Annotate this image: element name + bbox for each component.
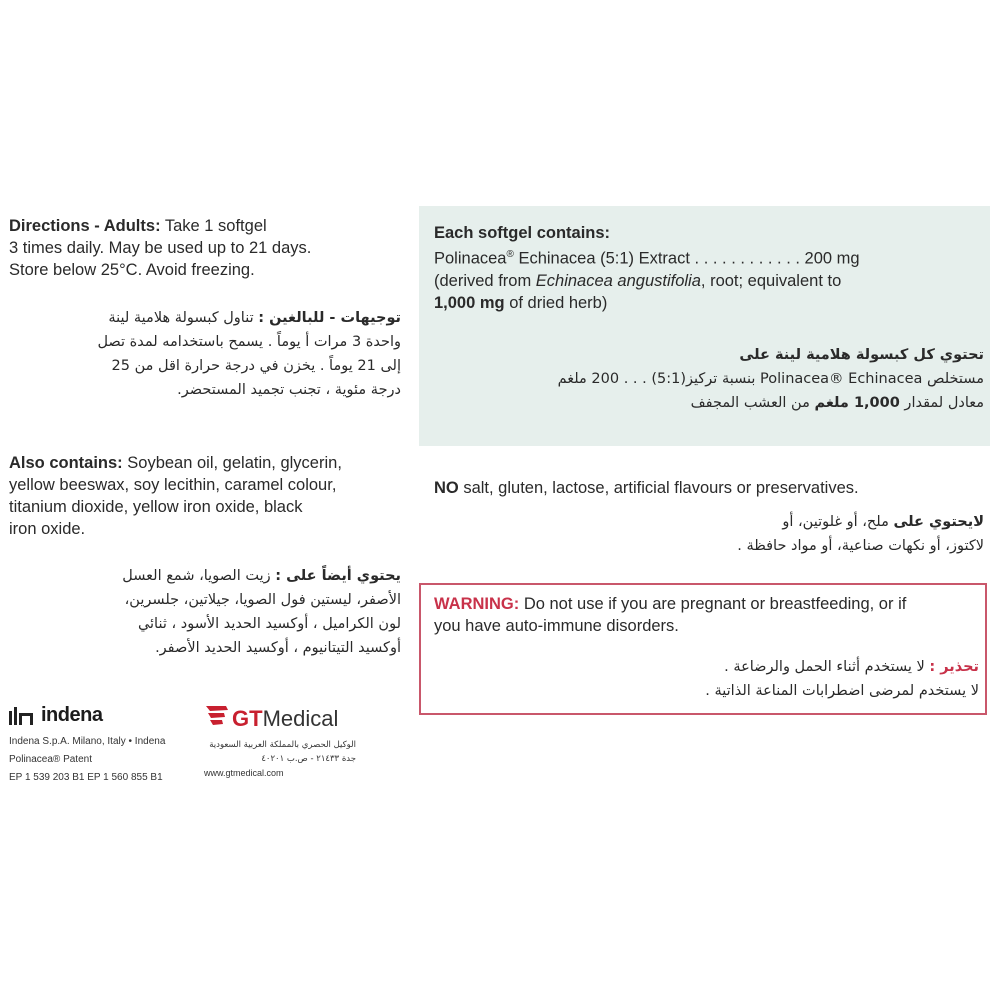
warning-ar-label: تحذير : bbox=[929, 659, 979, 675]
also-contains-line1: Soybean oil, gelatin, glycerin, bbox=[122, 454, 342, 472]
gt-swoosh-icon bbox=[204, 702, 230, 732]
warning-line2: you have auto-immune disorders. bbox=[434, 617, 679, 635]
softgel-contents-ar-heading: تحتوي كل كبسولة هلامية لينة على bbox=[739, 347, 984, 363]
softgel-contents-arabic bbox=[429, 343, 984, 415]
free-from-statement bbox=[434, 477, 994, 499]
free-from-ar-line1: ملح، أو غلوتين، أو bbox=[782, 514, 894, 530]
indena-info-line1: Indena S.p.A. Milano, Italy • Indena bbox=[9, 736, 166, 747]
gt-info-agent: الوكيل الحصري بالمملكة العربية السعودية bbox=[209, 740, 356, 750]
directions-arabic-section bbox=[9, 306, 401, 402]
equivalent-rest: of dried herb) bbox=[504, 293, 608, 312]
free-from-ar-heading: لايحتوي على bbox=[893, 514, 984, 530]
warning-arabic bbox=[429, 655, 979, 703]
ar-equivalent-suffix: من العشب المجفف bbox=[690, 395, 815, 411]
gt-medical-info bbox=[204, 738, 356, 780]
also-contains-heading: Also contains: bbox=[9, 454, 123, 472]
ar-equivalent-amount: 1,000 ملغم bbox=[814, 395, 900, 411]
derived-suffix: , root; equivalent to bbox=[700, 271, 842, 290]
registered-mark: ® bbox=[506, 249, 514, 260]
directions-heading: Directions - Adults: bbox=[9, 217, 161, 235]
equivalent-amount: 1,000 mg bbox=[434, 293, 505, 312]
indena-logo bbox=[9, 702, 102, 728]
also-contains-section bbox=[9, 452, 409, 540]
directions-line1: Take 1 softgel bbox=[160, 217, 267, 235]
species-name: Echinacea angustifolia bbox=[535, 271, 701, 290]
also-contains-ar-line4: أوكسيد التيتانيوم ، أوكسيد الحديد الأصفر. bbox=[155, 640, 401, 656]
ingredient-brand: Polinacea bbox=[434, 249, 507, 268]
derived-prefix: (derived from bbox=[434, 271, 536, 290]
warning-ar-line2: لا يستخدم لمرضى اضطرابات المناعة الذاتية . bbox=[705, 683, 979, 699]
directions-ar-line2: واحدة 3 مرات أ يوماً . يسمح باستخدامه لمدة تصل bbox=[97, 334, 401, 350]
ingredient-name: Echinacea (5:1) Extract bbox=[513, 249, 690, 268]
free-from-no: NO bbox=[434, 479, 459, 497]
indena-mark-icon bbox=[9, 705, 35, 725]
ar-extract-suffix: بنسبة تركيز(5:1) . . . 200 ملغم bbox=[557, 371, 761, 387]
warning-ar-line1: لا يستخدم أثناء الحمل والرضاعة . bbox=[724, 659, 930, 675]
also-contains-line3: titanium dioxide, yellow iron oxide, black bbox=[9, 498, 303, 516]
also-contains-ar-line3: لون الكراميل ، أوكسيد الحديد الأسود ، ثنائي bbox=[137, 616, 401, 632]
directions-ar-line3: إلى 21 يوماً . يخزن في درجة حرارة اقل من 25 bbox=[111, 358, 401, 374]
indena-info-line2: Polinacea® Patent bbox=[9, 754, 92, 765]
gt-medical-logo bbox=[204, 702, 338, 732]
free-from-arabic bbox=[429, 510, 984, 558]
directions-section bbox=[9, 215, 409, 281]
gt-info-address: جدة ٢١٤٣٣ - ص.ب ٤٠٢٠١ bbox=[261, 754, 356, 764]
gt-medical-wordmark bbox=[232, 706, 338, 732]
directions-ar-heading: توجيهات - للبالغين : bbox=[258, 310, 401, 326]
ar-equivalent-prefix: معادل لمقدار bbox=[899, 395, 984, 411]
warning-english bbox=[434, 593, 979, 637]
gt-website-link[interactable]: www.gtmedical.com bbox=[204, 768, 284, 778]
also-contains-ar-line1: زيت الصويا، شمع العسل bbox=[122, 568, 276, 584]
warning-line1: Do not use if you are pregnant or breastfeeding, or if bbox=[519, 595, 907, 613]
warning-label: WARNING: bbox=[434, 595, 520, 613]
also-contains-arabic-section bbox=[9, 564, 401, 660]
softgel-contents-ar-line2 bbox=[429, 391, 984, 415]
ingredient-leader-dots: . . . . . . . . . . . . bbox=[689, 249, 805, 268]
free-from-ar-line2: لاكتوز، أو نكهات صناعية، أو مواد حافظة . bbox=[737, 538, 984, 554]
softgel-contents-heading: Each softgel contains: bbox=[434, 224, 611, 242]
ar-brand-name: Polinacea® Echinacea bbox=[760, 371, 923, 387]
softgel-contents-ar-line1 bbox=[429, 367, 984, 391]
directions-ar-line4: درجة مئوية ، تجنب تجميد المستحضر. bbox=[177, 382, 401, 398]
derived-from-line bbox=[434, 270, 984, 292]
gt-wordmark-medical: Medical bbox=[262, 706, 339, 731]
directions-ar-line1: تناول كبسولة هلامية لينة bbox=[108, 310, 259, 326]
directions-line2: 3 times daily. May be used up to 21 days. bbox=[9, 239, 312, 257]
indena-info bbox=[9, 733, 165, 787]
directions-line3: Store below 25°C. Avoid freezing. bbox=[9, 261, 255, 279]
also-contains-line4: iron oxide. bbox=[9, 520, 86, 538]
also-contains-ar-line2: الأصفر، ليستين فول الصويا، جيلاتين، جلسرين، bbox=[124, 592, 401, 608]
gt-wordmark-gt: GT bbox=[232, 706, 263, 731]
ar-extract-prefix: مستخلص bbox=[922, 371, 984, 387]
free-from-text: salt, gluten, lactose, artificial flavours or preservatives. bbox=[458, 479, 859, 497]
also-contains-line2: yellow beeswax, soy lecithin, caramel colour, bbox=[9, 476, 337, 494]
softgel-contents-english bbox=[434, 222, 984, 314]
equivalent-line bbox=[434, 292, 984, 314]
indena-info-line3: EP 1 539 203 B1 EP 1 560 855 B1 bbox=[9, 772, 163, 783]
ingredient-amount: 200 mg bbox=[804, 249, 860, 268]
indena-wordmark: indena bbox=[41, 703, 103, 726]
softgel-ingredient-line bbox=[434, 244, 984, 270]
also-contains-ar-heading: يحتوي أيضاً على : bbox=[275, 568, 401, 584]
